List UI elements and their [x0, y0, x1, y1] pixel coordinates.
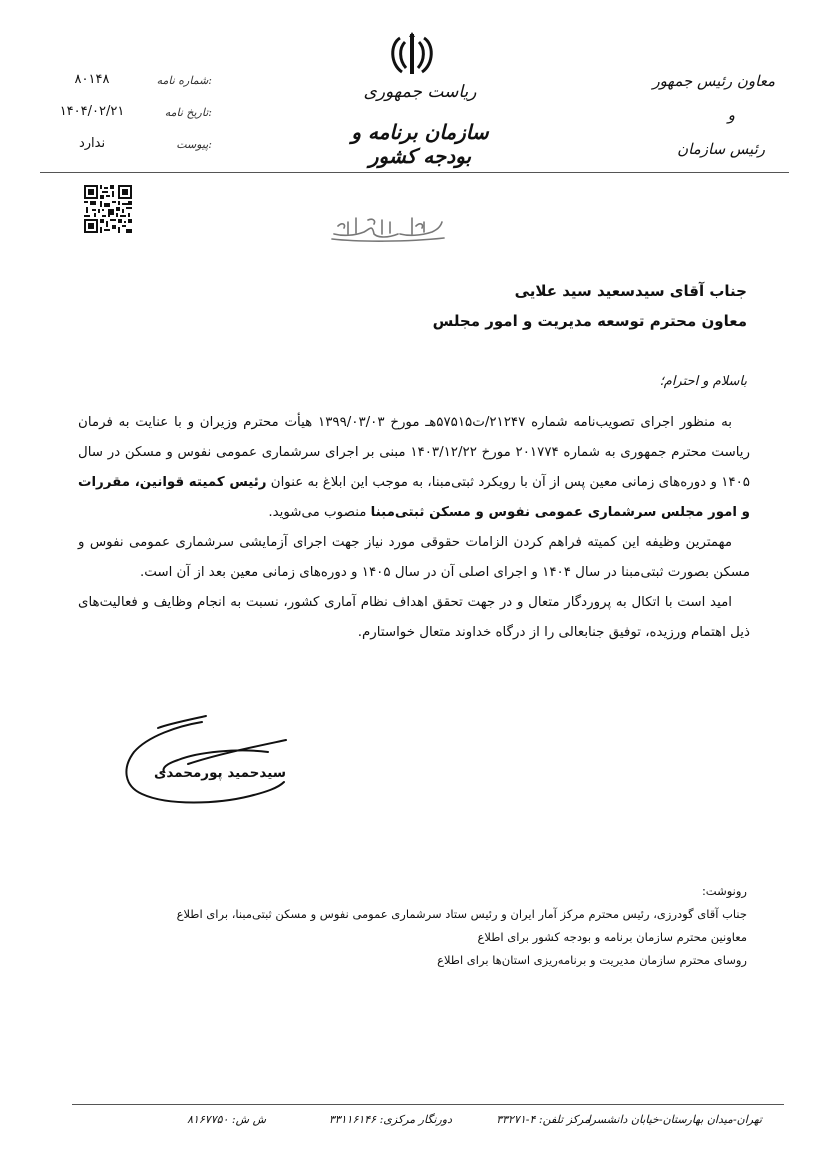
- recipient-title: معاون محترم توسعه مدیریت و امور مجلس: [432, 312, 747, 330]
- body-p1-ending: منصوب می‌شوید.: [268, 505, 367, 520]
- letter-number-label: شماره نامه:: [156, 74, 212, 87]
- sender-title: [625, 70, 775, 172]
- letter-date-value: ۱۴۰۴/۰۲/۲۱: [59, 104, 125, 119]
- meta-letter-number: [52, 70, 212, 102]
- org-name-organization: سازمان برنامه و بودجه کشور: [351, 120, 489, 168]
- carbon-copy-list: [127, 880, 747, 972]
- cc-item: معاونین محترم سازمان برنامه و بودجه کشور برای اطلاع: [477, 930, 747, 944]
- sender-title-line3: رئیس سازمان: [677, 140, 765, 158]
- footer-address: تهران-میدان بهارستان-خیابان دانشسرا: [587, 1113, 762, 1126]
- cc-title: رونوشت:: [701, 884, 747, 898]
- body-paragraph-1: [78, 408, 750, 528]
- footer-postal-code: ش ش: ۸۱۶۷۷۵۰: [187, 1113, 266, 1126]
- cc-item: روسای محترم سازمان مدیریت و برنامه‌ریزی استان‌ها برای اطلاع: [437, 953, 747, 967]
- recipient-block: [147, 276, 747, 336]
- body-paragraph-2: مهمترین وظیفه این کمیته فراهم کردن الزامات حقوقی مورد نیاز جهت اجرای آزمایشی سرشماری عمومی نفوس و مسکن بصورت ثبتی‌مبنا در سال ۱۴۰۴ و اجرای اصلی آن در سال ۱۴۰۵ و دوره‌های زمانی معین بعد از آن است.: [78, 535, 750, 580]
- org-name-presidency: ریاست جمهوری: [363, 82, 477, 102]
- meta-letter-date: [52, 102, 212, 134]
- footer-divider: [72, 1104, 784, 1105]
- footer-fax: دورنگار مرکزی: ۳۳۱۱۶۱۴۶: [328, 1113, 452, 1126]
- footer-contact: [72, 1113, 762, 1137]
- sender-title-line2: و: [727, 106, 735, 124]
- letter-body: [78, 408, 750, 648]
- body-p1-text: به منظور اجرای تصویب‌نامه شماره ۲۱۲۴۷/ت۵۷۵۱۵هـ مورخ ۱۳۹۹/۰۳/۰۳ هیأت محترم وزیران و با عنایت به فرمان ریاست محترم جمهوری به شماره ۲۰۱۷۷۴ مورخ ۱۴۰۳/۱۲/۲۲ مبنی بر اجرای سرشماری عمومی نفوس و مسکن در سال ۱۴۰۵ و دوره‌های زمانی معین پس از آن با رویکرد ثبتی‌مبنا، به موجب این ابلاغ به عنوان: [78, 415, 750, 490]
- basmala-calligraphy-icon: [328, 212, 448, 244]
- attachment-label: پیوست:: [176, 138, 212, 151]
- committee-title: رئیس کمیته قوانین، مقررات و امور مجلس سرشماری عمومی نفوس و مسکن ثبتی‌مبنا: [78, 475, 750, 520]
- signatory-name: سیدحمید پورمحمدی: [154, 765, 286, 781]
- footer-phone: مرکز تلفن: ۴-۳۳۲۷۱: [496, 1113, 590, 1126]
- meta-attachment: [52, 134, 212, 166]
- attachment-value: ندارد: [78, 136, 106, 151]
- letter-date-label: تاریخ نامه:: [164, 106, 212, 119]
- sender-title-line1: معاون رئیس جمهور: [652, 72, 775, 90]
- letter-number-value: ۸۰۱۴۸: [74, 72, 110, 87]
- body-paragraph-3: امید است با اتکال به پروردگار متعال و در جهت تحقق اهداف نظام آماری کشور، نسبت به انجام وظایف و فعالیت‌های ذیل اهتمام ورزیده، توفیق جنابعالی را از درگاه خداوند متعال خواستارم.: [78, 595, 750, 640]
- cc-item: جناب آقای گودرزی، رئیس محترم مرکز آمار ایران و رئیس ستاد سرشماری عمومی نفوس و مسکن ثبتی‌مبنا، برای اطلاع: [176, 907, 747, 921]
- recipient-name: جناب آقای سیدسعید سید علایی: [514, 282, 747, 300]
- iran-emblem-icon: [384, 30, 440, 78]
- letter-meta: [52, 70, 212, 166]
- header-divider: [40, 172, 789, 173]
- greeting: باسلام و احترام؛: [659, 374, 747, 389]
- handwritten-signature-icon: [118, 712, 298, 816]
- qr-code-icon: [84, 185, 132, 233]
